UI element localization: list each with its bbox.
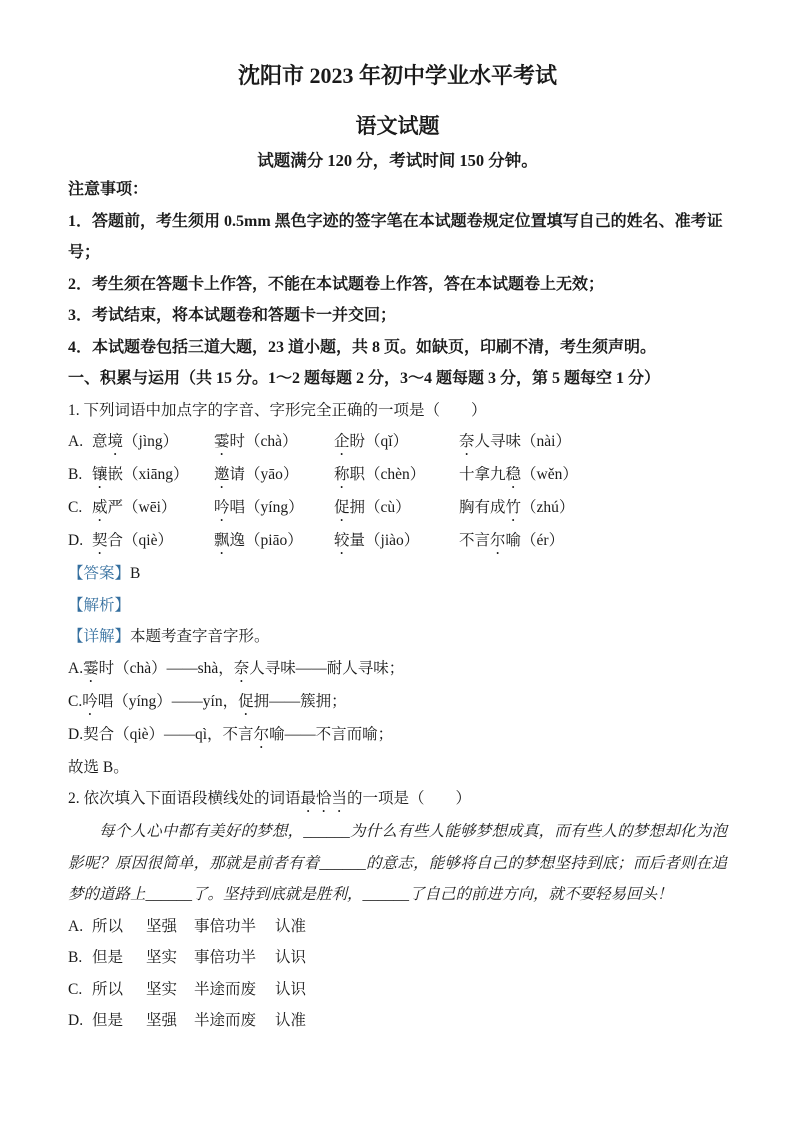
option-word: 但是 bbox=[92, 949, 124, 966]
note-item: 4．本试题卷包括三道大题，23 道小题，共 8 页。如缺页，印刷不清，考生须声明。 bbox=[68, 338, 657, 356]
q2-option-row bbox=[68, 974, 727, 1006]
option-cell bbox=[214, 426, 334, 459]
option-cell bbox=[92, 525, 214, 558]
text-segment: 喻——不言而喻； bbox=[269, 725, 394, 743]
option-word: 坚实 bbox=[146, 949, 178, 966]
text-segment: 霎 bbox=[214, 433, 230, 450]
q1-explanation-c bbox=[68, 686, 727, 719]
detail-text: 本题考查字音字形。 bbox=[130, 628, 270, 645]
option-cell bbox=[459, 459, 727, 492]
option-word: 事倍功半 bbox=[194, 949, 257, 966]
exam-subtitle: 语文试题 bbox=[355, 114, 440, 138]
option-cell bbox=[214, 459, 334, 492]
section1-heading: 一、积累与运用（共 15 分。1～2 题每题 2 分，3～4 题每题 3 分，第 5 题每空 1 分） bbox=[68, 370, 661, 387]
text-segment: 吟 bbox=[82, 692, 98, 710]
option-word: 所以 bbox=[92, 980, 124, 998]
q2-option-row bbox=[68, 911, 727, 943]
text-segment: 十拿九 bbox=[459, 466, 506, 483]
text-segment: 契 bbox=[92, 532, 108, 549]
text-segment: 嵌（xiāng） bbox=[107, 466, 189, 483]
notes-list bbox=[68, 206, 727, 364]
text-segment: 盼（qǐ） bbox=[349, 433, 409, 450]
text-segment: 境 bbox=[107, 433, 124, 450]
option-label: D. bbox=[68, 1012, 84, 1029]
text-segment: 称 bbox=[334, 466, 350, 483]
option-label: C. bbox=[68, 980, 83, 998]
option-word: 认准 bbox=[275, 917, 307, 935]
option-cell bbox=[334, 426, 459, 459]
q1-stem: 1. 下列词语中加点字的字音、字形完全正确的一项是（ ） bbox=[68, 401, 487, 419]
text-segment: 竹 bbox=[505, 499, 522, 516]
text-segment: 吟 bbox=[214, 499, 230, 516]
option-label: C. bbox=[68, 499, 83, 516]
text-segment: （jìng） bbox=[123, 433, 179, 450]
text-segment: 尔 bbox=[490, 532, 506, 549]
score-time-line: 试题满分 120 分，考试时间 150 分钟。 bbox=[257, 151, 538, 170]
q2-stem bbox=[68, 783, 727, 816]
option-label: B. bbox=[68, 949, 83, 966]
q2-option-row bbox=[68, 1005, 727, 1037]
option-word: 坚实 bbox=[146, 980, 178, 998]
q1-answer-line bbox=[68, 558, 727, 590]
option-cell bbox=[334, 459, 459, 492]
answer-label: 【答案】 bbox=[68, 565, 131, 582]
option-label: A. bbox=[68, 917, 84, 935]
analysis-label: 【解析】 bbox=[68, 596, 131, 614]
text-segment: 不言 bbox=[459, 532, 491, 549]
q1-option-row bbox=[68, 492, 727, 525]
option-cell bbox=[92, 426, 214, 459]
text-segment: 邀 bbox=[214, 466, 230, 483]
text-segment: （wěn） bbox=[521, 466, 578, 483]
text-segment: 促 bbox=[238, 692, 254, 710]
option-word: 半途而废 bbox=[194, 980, 257, 998]
q1-option-row bbox=[68, 525, 727, 558]
text-segment: 量（jiào） bbox=[349, 532, 420, 549]
text-segment: C. bbox=[68, 692, 83, 710]
text-segment: 严（wēi） bbox=[107, 499, 177, 516]
detail-label: 【详解】 bbox=[68, 628, 131, 645]
note-item: 2．考生须在答题卡上作答，不能在本试题卷上作答，答在本试题卷上无效； bbox=[68, 275, 605, 293]
text-segment: 意 bbox=[92, 433, 108, 450]
text-segment: 职（chèn） bbox=[349, 466, 426, 483]
q1-explanation-a bbox=[68, 653, 727, 686]
note-item: 3．考试结束，将本试题卷和答题卡一并交回； bbox=[68, 307, 397, 324]
text-segment: 逸（piāo） bbox=[229, 532, 303, 549]
option-word: 认准 bbox=[275, 1012, 307, 1029]
text-segment: 奈 bbox=[459, 433, 475, 450]
option-word: 认识 bbox=[275, 980, 307, 998]
q1-detail-line bbox=[68, 621, 727, 653]
text-segment: 唱（yíng）——yín， bbox=[97, 692, 239, 710]
text-segment: 的一项是（ ） bbox=[347, 790, 472, 807]
text-segment: 企 bbox=[334, 433, 350, 450]
q1-option-row bbox=[68, 459, 727, 492]
option-cell bbox=[459, 426, 727, 459]
text-segment: 霎 bbox=[83, 659, 99, 677]
answer-value: B bbox=[130, 565, 141, 582]
notes-heading: 注意事项： bbox=[68, 181, 149, 198]
option-cell bbox=[92, 459, 214, 492]
text-segment: 拥（cù） bbox=[349, 499, 411, 516]
option-word: 坚强 bbox=[146, 917, 178, 935]
option-word: 半途而废 bbox=[194, 1012, 257, 1029]
option-label: A. bbox=[68, 433, 84, 450]
text-segment: 镶 bbox=[92, 466, 108, 483]
option-cell bbox=[459, 525, 727, 558]
text-segment: 拥——簇拥； bbox=[253, 692, 347, 710]
exam-title: 沈阳市 2023 年初中学业水平考试 bbox=[237, 63, 557, 88]
q1-explanation-d bbox=[68, 719, 727, 752]
text-segment: A. bbox=[68, 659, 84, 677]
text-segment: 2. 依次填入下面语段横线处的词语 bbox=[68, 790, 301, 807]
text-segment: 请（yāo） bbox=[229, 466, 299, 483]
q1-options bbox=[68, 426, 727, 558]
text-segment: 威 bbox=[92, 499, 108, 516]
option-word: 事倍功半 bbox=[194, 917, 257, 935]
text-segment: 促 bbox=[334, 499, 350, 516]
note-item: 1．答题前，考生须用 0.5mm 黑色字迹的签字笔在本试题卷规定位置填写自己的姓名、准考证号； bbox=[68, 212, 723, 261]
text-segment: 喻（ér） bbox=[505, 532, 565, 549]
text-segment: 尔 bbox=[253, 725, 270, 743]
option-cell bbox=[92, 492, 214, 525]
text-segment: 飘 bbox=[214, 532, 230, 549]
text-segment: 时（chà）——shà， bbox=[98, 659, 234, 677]
option-word: 认识 bbox=[275, 949, 307, 966]
text-segment: 时（chà） bbox=[229, 433, 298, 450]
text-segment: 最恰当 bbox=[300, 790, 348, 807]
q2-option-row bbox=[68, 942, 727, 974]
option-word: 所以 bbox=[92, 917, 124, 935]
option-word: 但是 bbox=[92, 1012, 124, 1029]
q1-analysis-line bbox=[68, 590, 727, 622]
q2-options bbox=[68, 911, 727, 1037]
option-cell bbox=[334, 525, 459, 558]
text-segment: 唱（yíng） bbox=[229, 499, 304, 516]
q2-passage: 每个人心中都有美好的梦想，______为什么有些人能够梦想成真，而有些人的梦想却化为泡影呢？原因很简单，那就是前者有着______的意志，能够将自己的梦想坚持到底；而后者则在追梦的道路上______了。坚持到底就是胜利，______了自己的前进方向，就不要轻易回头！ bbox=[68, 823, 727, 903]
text-segment: 人寻味（nài） bbox=[474, 433, 571, 450]
text-segment: 人寻味——耐人寻味； bbox=[249, 659, 405, 677]
option-cell bbox=[459, 492, 727, 525]
text-segment: （zhú） bbox=[521, 499, 575, 516]
option-label: D. bbox=[68, 532, 84, 549]
text-segment: 合（qiè） bbox=[107, 532, 173, 549]
option-label: B. bbox=[68, 466, 83, 483]
q1-conclusion: 故选 B。 bbox=[68, 758, 129, 776]
text-segment: D.契合（qiè）——qì，不言 bbox=[68, 725, 254, 743]
text-segment: 胸有成 bbox=[459, 499, 506, 516]
text-segment: 稳 bbox=[505, 466, 522, 483]
option-cell bbox=[334, 492, 459, 525]
option-word: 坚强 bbox=[146, 1012, 178, 1029]
option-cell bbox=[214, 492, 334, 525]
text-segment: 奈 bbox=[233, 659, 250, 677]
text-segment: 较 bbox=[334, 532, 350, 549]
q1-option-row bbox=[68, 426, 727, 459]
option-cell bbox=[214, 525, 334, 558]
